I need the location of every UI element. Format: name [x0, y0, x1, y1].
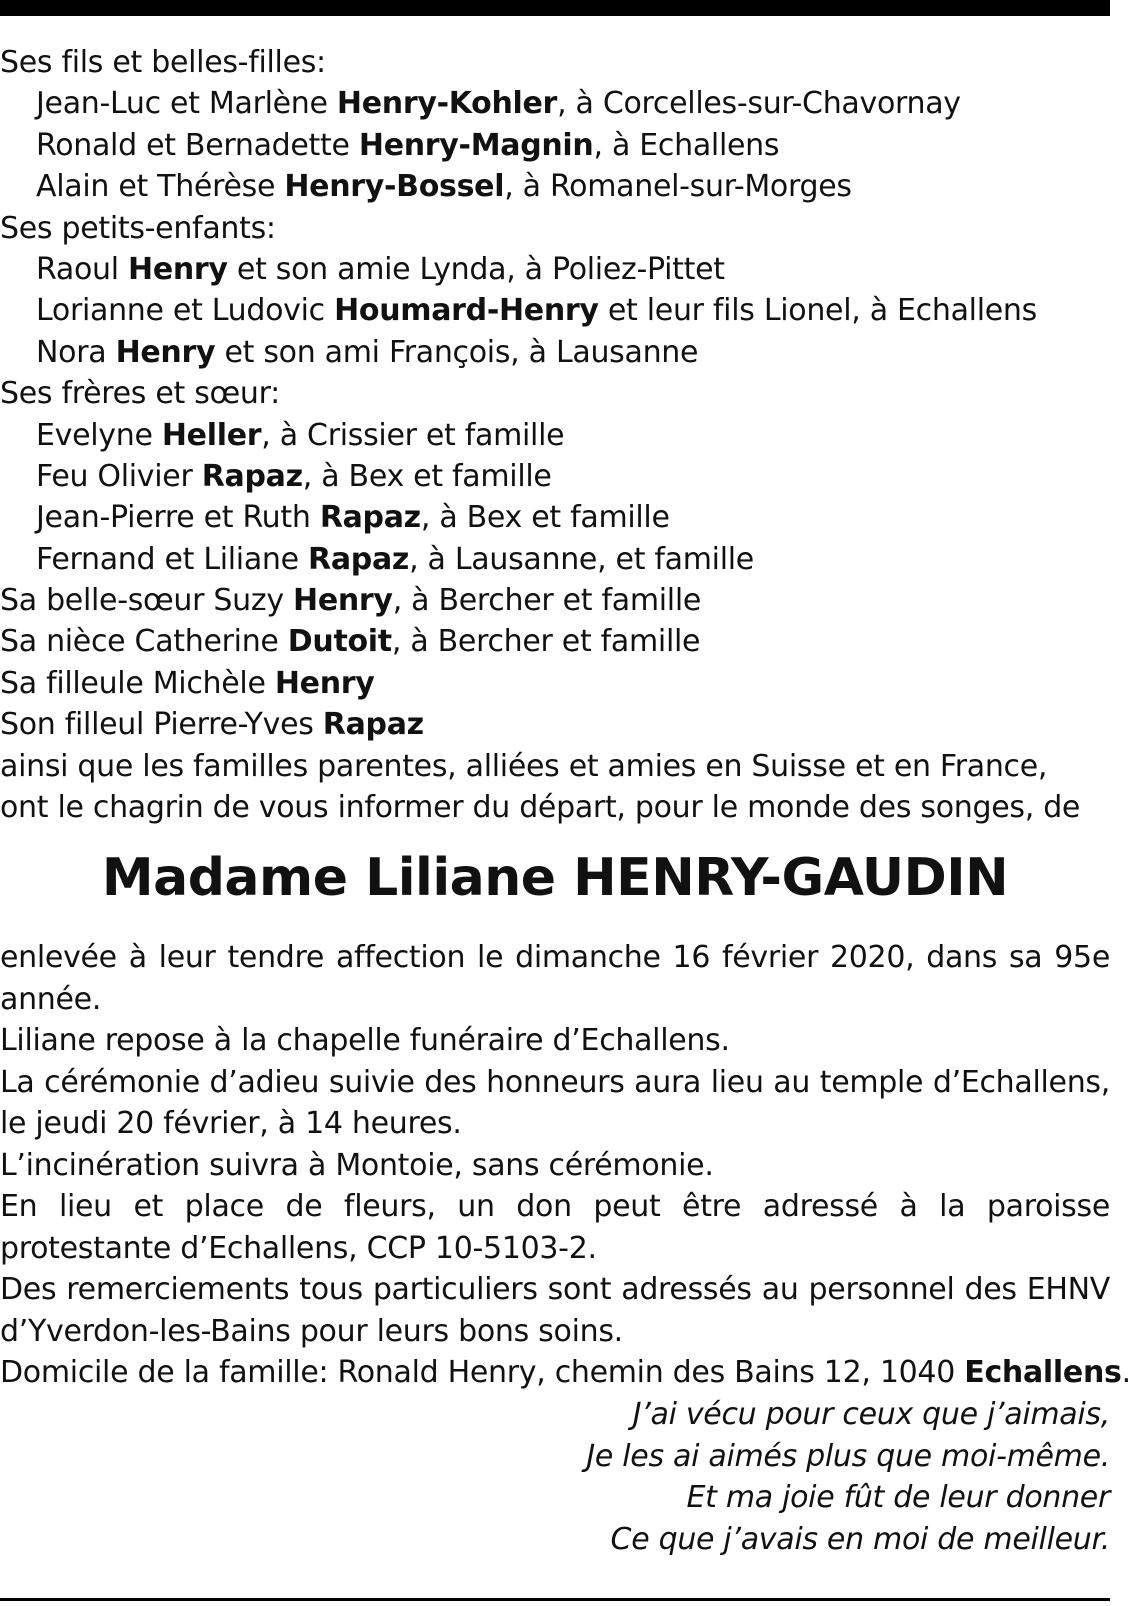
family-line: Sa nièce Catherine Dutoit, à Bercher et famille	[0, 624, 701, 660]
poem-line: J’ai vécu pour ceux que j’aimais,	[632, 1397, 1110, 1432]
detail-paragraph: En lieu et place de fleurs, un don peut être adressé à la paroisse protestante d’Echallens, CCP 10-5103-2.	[0, 1189, 1110, 1266]
bottom-rule	[0, 1598, 1110, 1601]
family-list	[0, 42, 1110, 828]
family-line: Ronald et Bernadette Henry-Magnin, à Echallens	[36, 127, 780, 163]
family-surname: Houmard-Henry	[334, 293, 599, 329]
family-line: Ses frères et sœur:	[0, 376, 280, 412]
family-line: Ses fils et belles-filles:	[0, 45, 326, 80]
family-line: Fernand et Liliane Rapaz, à Lausanne, et famille	[36, 541, 754, 577]
family-surname: Heller	[161, 417, 262, 453]
family-surname: Rapaz	[201, 458, 303, 494]
family-surname: Rapaz	[308, 541, 410, 577]
family-line: Alain et Thérèse Henry-Bossel, à Romanel-sur-Morges	[36, 169, 852, 205]
family-surname: Henry-Bossel	[284, 169, 505, 205]
family-line: Ses petits-enfants:	[0, 210, 276, 246]
poem-line: Je les ai aimés plus que moi-même.	[586, 1438, 1110, 1474]
family-line: Feu Olivier Rapaz, à Bex et famille	[36, 458, 552, 494]
family-surname: Rapaz	[322, 707, 424, 743]
family-line: Son filleul Pierre-Yves Rapaz	[0, 707, 424, 743]
deceased-name: Madame Liliane HENRY-GAUDIN	[101, 848, 1009, 908]
family-line: Lorianne et Ludovic Houmard-Henry et leur fils Lionel, à Echallens	[36, 293, 1037, 329]
family-address: Domicile de la famille: Ronald Henry, chemin des Bains 12, 1040 Echallens.	[0, 1355, 1131, 1390]
announcement-details	[0, 937, 1131, 1394]
family-surname: Henry	[115, 334, 216, 370]
address-town: Echallens	[964, 1355, 1122, 1390]
family-line: Raoul Henry et son amie Lynda, à Poliez-Pittet	[36, 251, 725, 287]
closing-poem	[490, 1394, 1110, 1560]
family-line: Jean-Luc et Marlène Henry-Kohler, à Corcelles-sur-Chavornay	[36, 86, 961, 122]
family-line: Sa belle-sœur Suzy Henry, à Bercher et famille	[0, 583, 702, 619]
family-surname: Henry	[293, 583, 393, 619]
family-surname: Henry-Kohler	[336, 86, 558, 122]
detail-paragraph: Liliane repose à la chapelle funéraire d’Echallens.	[0, 1023, 730, 1058]
family-line: ainsi que les familles parentes, alliées et amies en Suisse et en France,	[0, 748, 1048, 784]
family-line: Evelyne Heller, à Crissier et famille	[36, 417, 565, 453]
family-line: Jean-Pierre et Ruth Rapaz, à Bex et famille	[36, 500, 670, 536]
family-line: ont le chagrin de vous informer du départ, pour le monde des songes, de	[0, 790, 1081, 826]
top-rule	[0, 0, 1110, 16]
family-line: Sa filleule Michèle Henry	[0, 665, 375, 701]
family-surname: Henry	[274, 665, 375, 701]
poem-line: Et ma joie fût de leur donner	[686, 1480, 1110, 1515]
family-surname: Dutoit	[287, 624, 392, 660]
family-surname: Henry-Magnin	[358, 127, 594, 163]
detail-paragraph: Des remerciements tous particuliers sont adressés au personnel des EHNV d’Yverdon-les-Bains pour leurs bons soins.	[0, 1272, 1110, 1349]
detail-paragraph: L’incinération suivra à Montoie, sans cérémonie.	[0, 1147, 714, 1183]
family-line: Nora Henry et son ami François, à Lausanne	[36, 334, 699, 370]
poem-line: Ce que j’avais en moi de meilleur.	[610, 1521, 1110, 1557]
family-surname: Henry	[128, 251, 228, 287]
detail-paragraph: La cérémonie d’adieu suivie des honneurs aura lieu au temple d’Echallens, le jeudi 20 février, à 14 heures.	[0, 1064, 1110, 1141]
detail-paragraph: enlevée à leur tendre affection le dimanche 16 février 2020, dans sa 95e année.	[0, 940, 1110, 1017]
family-surname: Rapaz	[319, 500, 421, 536]
